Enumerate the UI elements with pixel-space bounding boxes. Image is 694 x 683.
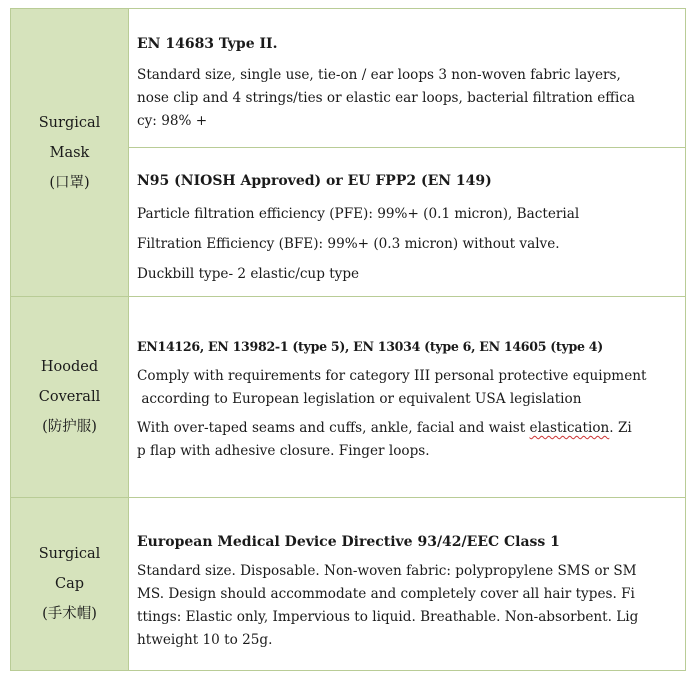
- spec-cell: [129, 148, 686, 297]
- spec-title: EN 14683 Type II.: [137, 36, 278, 52]
- category-label-chinese: (防护服): [42, 419, 97, 435]
- category-label: Cap: [54, 576, 85, 592]
- spec-text-fragment: With over-taped seams and cuffs, ankle, facial and waist: [137, 420, 530, 436]
- spec-text-line: htweight 10 to 25g.: [137, 632, 273, 648]
- spec-text-line: ttings: Elastic only, Impervious to liquid. Breathable. Non-absorbent. Lig: [137, 609, 639, 625]
- category-cell-hooded-coverall: [11, 297, 129, 498]
- spec-text-line: p flap with adhesive closure. Finger loops.: [137, 443, 430, 459]
- spec-text-line: Standard size. Disposable. Non-woven fabric: polypropylene SMS or SM: [137, 563, 637, 579]
- category-label: Surgical: [38, 114, 101, 131]
- spec-text-line: cy: 98% +: [137, 113, 208, 129]
- spec-text-line: according to European legislation or equivalent USA legislation: [137, 391, 582, 407]
- category-cell-surgical-mask: [11, 9, 129, 297]
- spec-text-line: MS. Design should accommodate and completely cover all hair types. Fi: [137, 586, 635, 602]
- category-cell-surgical-cap: [11, 498, 129, 671]
- category-label: Mask: [49, 144, 90, 161]
- spec-cell: [129, 9, 686, 148]
- spec-text-fragment: . Zi: [609, 420, 632, 436]
- category-label-chinese: (手术帽): [42, 606, 97, 622]
- spec-text-line: [137, 417, 676, 440]
- table-row: [11, 297, 686, 498]
- spec-title: European Medical Device Directive 93/42/EEC Class 1: [137, 534, 560, 550]
- spec-text-line: Particle filtration efficiency (PFE): 99%+ (0.1 micron), Bacterial: [137, 206, 580, 222]
- category-label: Surgical: [38, 546, 101, 562]
- category-label: Hooded: [40, 359, 99, 375]
- table-row: [11, 9, 686, 148]
- spec-text-line: Duckbill type- 2 elastic/cup type: [137, 266, 360, 282]
- spec-title: N95 (NIOSH Approved) or EU FPP2 (EN 149): [137, 173, 492, 189]
- spell-flagged-word: elastication: [529, 420, 610, 436]
- table-row: [11, 498, 686, 671]
- spec-title: EN14126, EN 13982-1 (type 5), EN 13034 (type 6, EN 14605 (type 4): [137, 339, 603, 354]
- spec-text-line: Standard size, single use, tie-on / ear loops 3 non-woven fabric layers,: [137, 67, 621, 83]
- spec-text-line: Filtration Efficiency (BFE): 99%+ (0.3 micron) without valve.: [137, 236, 560, 252]
- ppe-spec-table: [10, 8, 686, 671]
- category-label-chinese: (口罩): [49, 174, 90, 191]
- spec-text-line: Comply with requirements for category III personal protective equipment: [137, 368, 647, 384]
- category-label: Coverall: [38, 389, 101, 405]
- spec-cell: [129, 297, 686, 498]
- spec-text-line: nose clip and 4 strings/ties or elastic ear loops, bacterial filtration effica: [137, 90, 636, 106]
- spec-cell: [129, 498, 686, 671]
